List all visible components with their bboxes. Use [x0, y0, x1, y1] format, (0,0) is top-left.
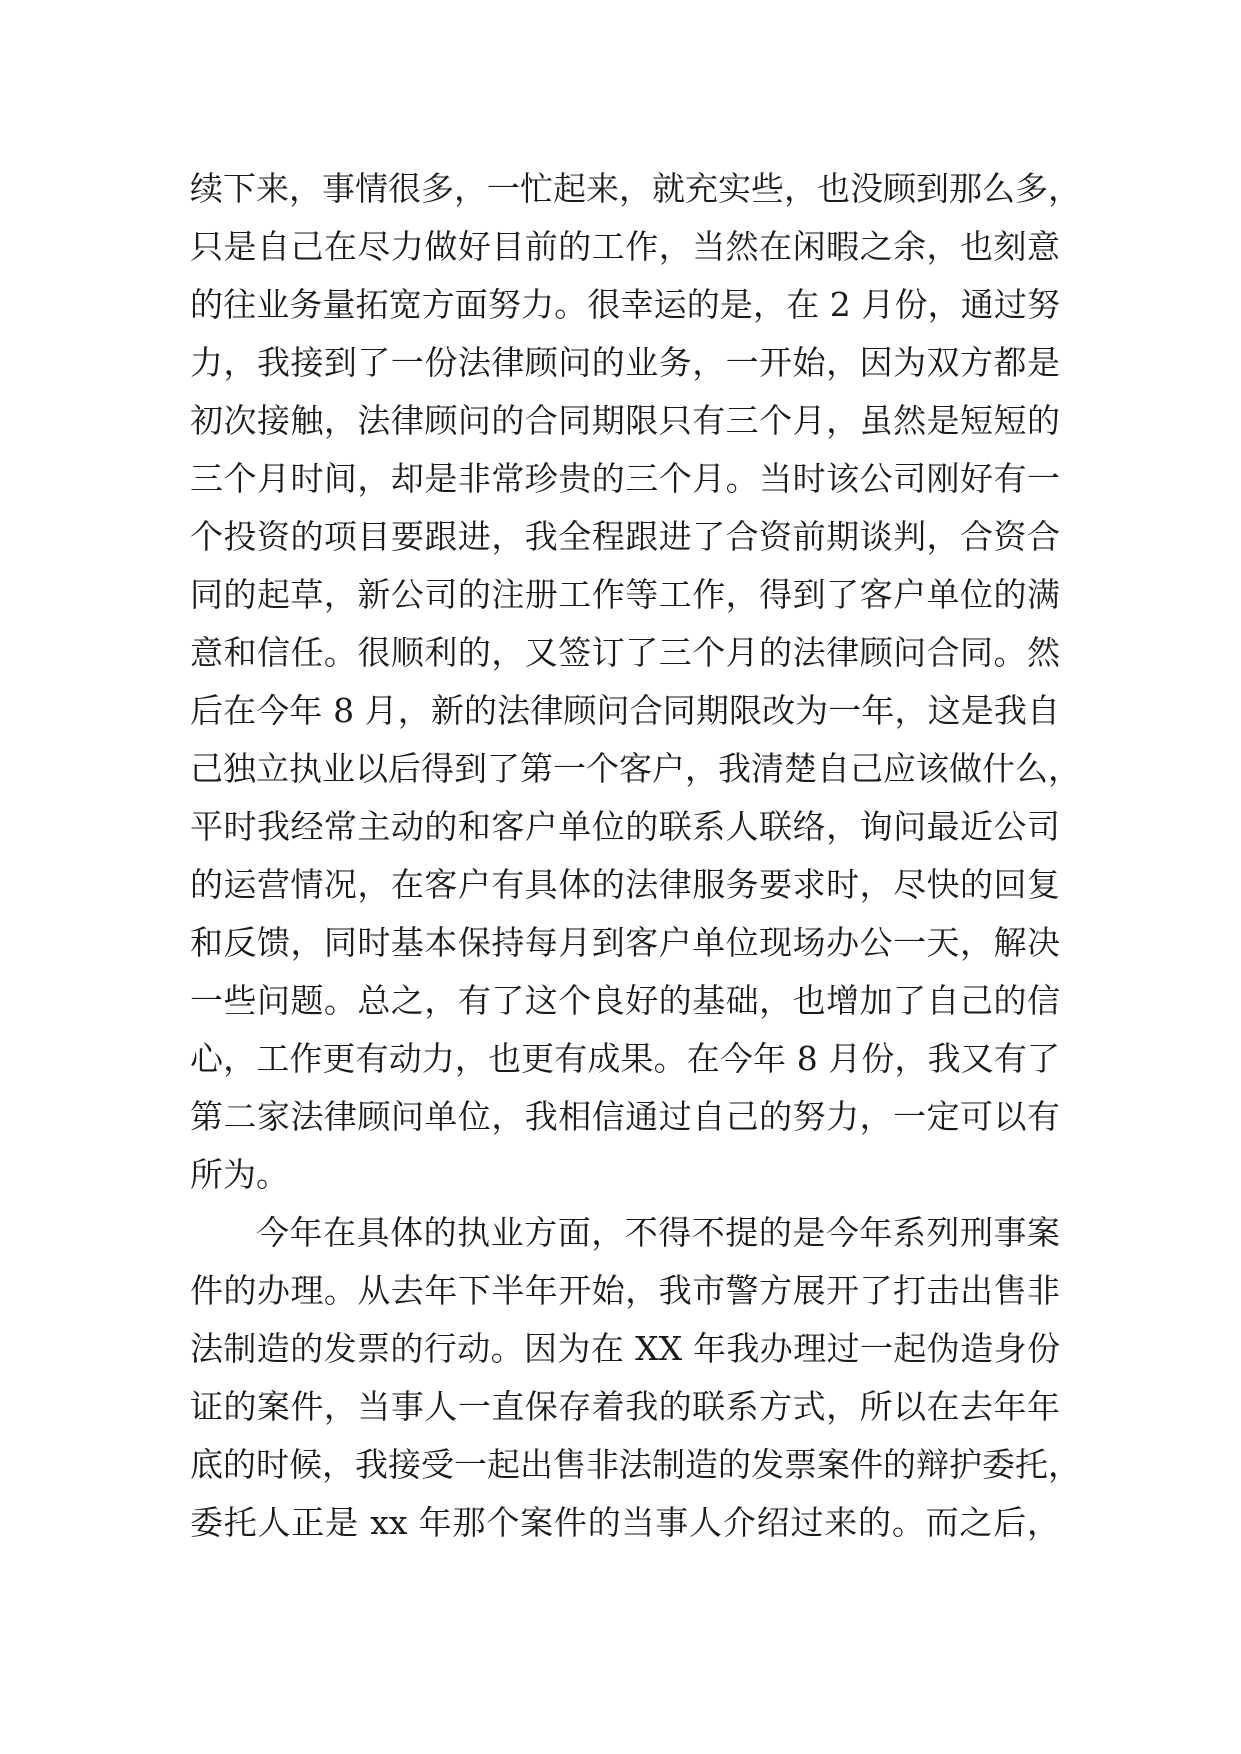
text-line: 委托人正是 xx 年那个案件的当事人介绍过来的。而之后，: [190, 1503, 1060, 1542]
text-line: 法制造的发票的行动。因为在 XX 年我办理过一起伪造身份: [190, 1329, 1060, 1368]
text-line: 的往业务量拓宽方面努力。很幸运的是，在 2 月份，通过努: [190, 285, 1060, 324]
text-line: 三个月时间，却是非常珍贵的三个月。当时该公司刚好有一: [190, 459, 1060, 498]
text-line: 己独立执业以后得到了第一个客户，我清楚自己应该做什么，: [190, 749, 1081, 788]
paragraph-1: [190, 160, 1081, 1204]
text-line: 所为。: [190, 1155, 289, 1194]
text-line: 只是自己在尽力做好目前的工作，当然在闲暇之余，也刻意: [190, 227, 1060, 266]
text-line: 第二家法律顾问单位，我相信通过自己的努力，一定可以有: [190, 1097, 1060, 1136]
text-line: 初次接触，法律顾问的合同期限只有三个月，虽然是短短的: [190, 401, 1060, 440]
paragraph-2: [190, 1204, 1081, 1552]
text-line: 力，我接到了一份法律顾问的业务，一开始，因为双方都是: [190, 343, 1060, 382]
text-line: 同的起草，新公司的注册工作等工作，得到了客户单位的满: [190, 575, 1060, 614]
text-line: 心，工作更有动力，也更有成果。在今年 8 月份，我又有了: [190, 1039, 1060, 1078]
text-line: 件的办理。从去年下半年开始，我市警方展开了打击出售非: [190, 1271, 1060, 1310]
text-line: 证的案件，当事人一直保存着我的联系方式，所以在去年年: [190, 1387, 1060, 1426]
text-line: 的运营情况，在客户有具体的法律服务要求时，尽快的回复: [190, 865, 1060, 904]
text-line: 和反馈，同时基本保持每月到客户单位现场办公一天，解决: [190, 923, 1060, 962]
text-line: 意和信任。很顺利的，又签订了三个月的法律顾问合同。然: [190, 633, 1060, 672]
text-line: 续下来，事情很多，一忙起来，就充实些，也没顾到那么多，: [190, 169, 1081, 208]
text-line: 后在今年 8 月，新的法律顾问合同期限改为一年，这是我自: [190, 691, 1060, 730]
text-line: 个投资的项目要跟进，我全程跟进了合资前期谈判，合资合: [190, 517, 1060, 556]
text-line: 底的时候，我接受一起出售非法制造的发票案件的辩护委托，: [190, 1445, 1081, 1484]
text-line: 一些问题。总之，有了这个良好的基础，也增加了自己的信: [190, 981, 1060, 1020]
text-line: 今年在具体的执业方面，不得不提的是今年系列刑事案: [256, 1213, 1060, 1252]
document-body: [190, 160, 1081, 1552]
text-line: 平时我经常主动的和客户单位的联系人联络，询问最近公司: [190, 807, 1060, 846]
